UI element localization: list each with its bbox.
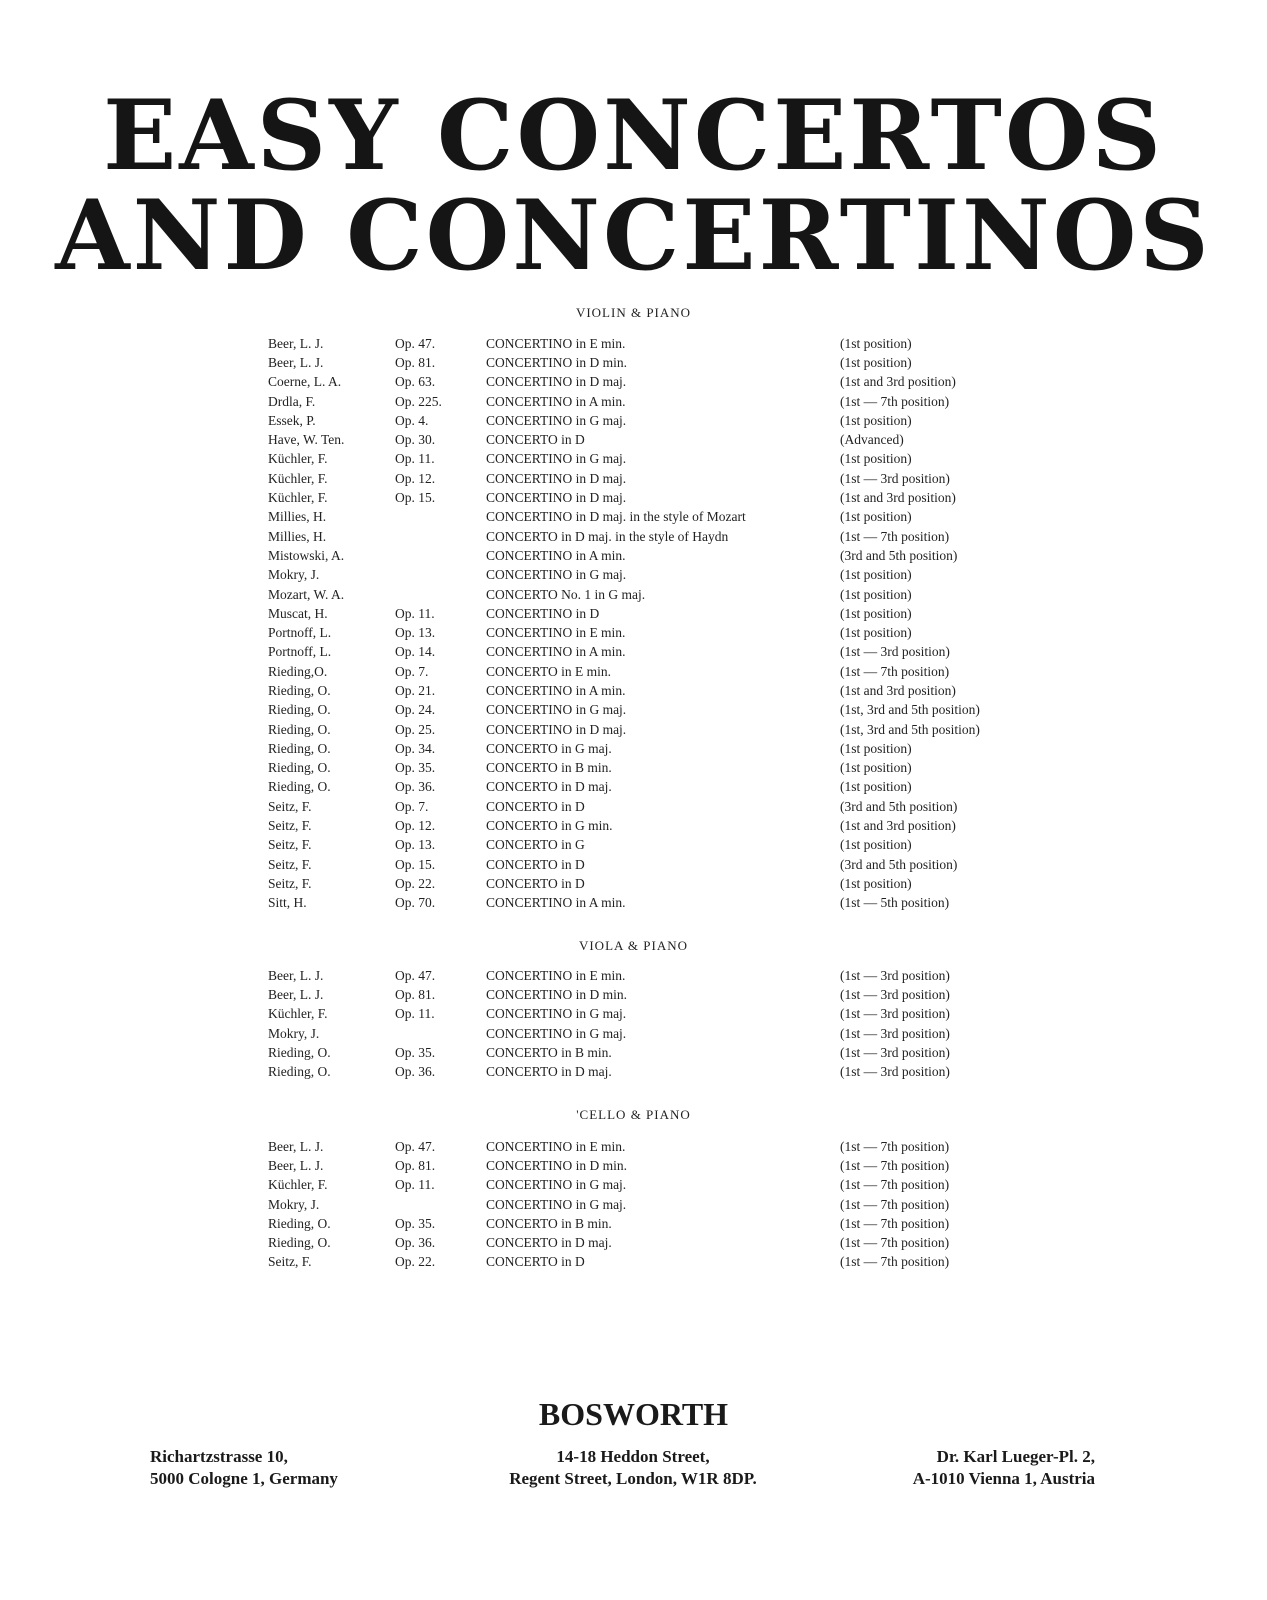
table-row [268, 816, 1040, 835]
table-row [268, 334, 1040, 353]
position-cell: (1st position) [840, 760, 912, 776]
position-cell: (1st — 3rd position) [840, 986, 950, 1002]
address-cologne [150, 1446, 338, 1490]
work-cell: CONCERTINO in D [486, 605, 600, 621]
composer-cell: Mokry, J. [268, 1196, 320, 1212]
work-cell: CONCERTINO in E min. [486, 335, 626, 351]
position-cell: (1st and 3rd position) [840, 490, 956, 506]
work-cell: CONCERTO in B min. [486, 1215, 612, 1231]
table-row [268, 546, 1040, 565]
opus-cell: Op. 70. [395, 895, 436, 911]
work-cell: CONCERTINO in D maj. [486, 374, 627, 390]
work-cell: CONCERTO in D [486, 798, 585, 814]
opus-cell: Op. 36. [395, 1064, 436, 1080]
composer-cell: Beer, L. J. [268, 335, 324, 351]
opus-cell [395, 527, 486, 546]
composer-cell: Essek, P. [268, 412, 316, 428]
table-row [268, 1156, 1040, 1175]
address-line: Richartzstrasse 10, [150, 1447, 288, 1466]
table-row [268, 759, 1040, 778]
position-cell: (1st — 3rd position) [840, 1064, 950, 1080]
composer-cell: Rieding, O. [268, 1235, 331, 1251]
work-cell: CONCERTO in G min. [486, 818, 613, 834]
table-row [268, 874, 1040, 893]
position-cell: (1st position) [840, 451, 912, 467]
catalogue-body [268, 966, 1040, 1082]
composer-cell: Rieding, O. [268, 779, 331, 795]
composer-cell: Sitt, H. [268, 895, 307, 911]
position-cell: (3rd and 5th position) [840, 798, 958, 814]
position-cell: (1st position) [840, 567, 912, 583]
opus-cell: Op. 81. [395, 354, 436, 370]
table-row [268, 836, 1040, 855]
composer-cell: Millies, H. [268, 528, 327, 544]
address-line: Regent Street, London, W1R 8DP. [509, 1469, 757, 1488]
table-row [268, 392, 1040, 411]
position-cell: (1st — 7th position) [840, 1215, 950, 1231]
composer-cell: Beer, L. J. [268, 354, 324, 370]
composer-cell: Rieding, O. [268, 1064, 331, 1080]
work-cell: CONCERTINO in A min. [486, 393, 626, 409]
position-cell: (1st — 3rd position) [840, 470, 950, 486]
work-cell: CONCERTO in G maj. [486, 740, 612, 756]
position-cell: (3rd and 5th position) [840, 547, 958, 563]
opus-cell: Op. 12. [395, 470, 436, 486]
work-cell: CONCERTO in D maj. [486, 779, 612, 795]
address-line: 5000 Cologne 1, Germany [150, 1469, 338, 1488]
composer-cell: Seitz, F. [268, 798, 312, 814]
table-row [268, 720, 1040, 739]
position-cell: (1st, 3rd and 5th position) [840, 721, 980, 737]
table-row [268, 778, 1040, 797]
table-row [268, 894, 1040, 913]
composer-cell: Rieding, O. [268, 721, 331, 737]
position-cell: (1st — 3rd position) [840, 1025, 950, 1041]
table-row [268, 450, 1040, 469]
work-cell: CONCERTINO in G maj. [486, 1177, 627, 1193]
work-cell: CONCERTINO in G maj. [486, 1025, 627, 1041]
work-cell: CONCERTINO in D maj. [486, 490, 627, 506]
opus-cell: Op. 21. [395, 682, 436, 698]
position-cell: (1st position) [840, 625, 912, 641]
work-cell: CONCERTO in D [486, 432, 585, 448]
work-cell: CONCERTINO in G maj. [486, 451, 627, 467]
composer-cell: Rieding,O. [268, 663, 328, 679]
work-cell: CONCERTINO in D min. [486, 1157, 627, 1173]
composer-cell: Coerne, L. A. [268, 374, 342, 390]
position-cell: (1st — 3rd position) [840, 644, 950, 660]
work-cell: CONCERTINO in E min. [486, 967, 626, 983]
opus-cell: Op. 35. [395, 1215, 436, 1231]
position-cell: (1st position) [840, 740, 912, 756]
position-cell: (1st — 7th position) [840, 1254, 950, 1270]
composer-cell: Küchler, F. [268, 1006, 328, 1022]
catalogue-body [268, 334, 1040, 913]
catalogue-body [268, 1137, 1040, 1272]
work-cell: CONCERTINO in E min. [486, 625, 626, 641]
opus-cell [395, 508, 486, 527]
opus-cell: Op. 11. [395, 605, 435, 621]
composer-cell: Küchler, F. [268, 1177, 328, 1193]
table-row [268, 1253, 1040, 1272]
position-cell: (1st position) [840, 837, 912, 853]
work-cell: CONCERTINO in G maj. [486, 1006, 627, 1022]
position-cell: (1st — 7th position) [840, 663, 950, 679]
composer-cell: Muscat, H. [268, 605, 328, 621]
table-row [268, 985, 1040, 1004]
opus-cell: Op. 36. [395, 779, 436, 795]
address-line: Dr. Karl Lueger-Pl. 2, [936, 1447, 1095, 1466]
publisher-name: BOSWORTH [538, 1396, 729, 1432]
composer-cell: Seitz, F. [268, 818, 312, 834]
work-cell: CONCERTO in B min. [486, 1044, 612, 1060]
opus-cell: Op. 35. [395, 760, 436, 776]
table-row [268, 1062, 1040, 1081]
composer-cell: Drdla, F. [268, 393, 316, 409]
opus-cell: Op. 14. [395, 644, 436, 660]
composer-cell: Rieding, O. [268, 682, 331, 698]
composer-cell: Mistowski, A. [268, 547, 345, 563]
work-cell: CONCERTINO in D maj. in the style of Mozart [486, 509, 746, 525]
table-row [268, 662, 1040, 681]
work-cell: CONCERTINO in A min. [486, 895, 626, 911]
position-cell: (1st — 5th position) [840, 895, 950, 911]
work-cell: CONCERTINO in A min. [486, 547, 626, 563]
table-row [268, 411, 1040, 430]
composer-cell: Portnoff, L. [268, 644, 332, 660]
work-cell: CONCERTO in D maj. [486, 1064, 612, 1080]
position-cell: (1st and 3rd position) [840, 374, 956, 390]
position-cell: (1st — 7th position) [840, 528, 950, 544]
table-row [268, 508, 1040, 527]
table-row [268, 469, 1040, 488]
table-row [268, 681, 1040, 700]
work-cell: CONCERTO in G [486, 837, 585, 853]
work-cell: CONCERTO in D maj. in the style of Haydn [486, 528, 729, 544]
work-cell: CONCERTO in B min. [486, 760, 612, 776]
composer-cell: Küchler, F. [268, 451, 328, 467]
work-cell: CONCERTINO in D min. [486, 354, 627, 370]
composer-cell: Rieding, O. [268, 760, 331, 776]
position-cell: (1st and 3rd position) [840, 682, 956, 698]
table-row [268, 797, 1040, 816]
opus-cell: Op. 36. [395, 1235, 436, 1251]
position-cell: (Advanced) [840, 432, 904, 448]
work-cell: CONCERTO in D maj. [486, 1235, 612, 1251]
work-cell: CONCERTINO in G maj. [486, 1196, 627, 1212]
composer-cell: Seitz, F. [268, 875, 312, 891]
position-cell: (1st position) [840, 354, 912, 370]
position-cell: (1st — 7th position) [840, 1177, 950, 1193]
table-row [268, 701, 1040, 720]
position-cell: (3rd and 5th position) [840, 856, 958, 872]
composer-cell: Seitz, F. [268, 1254, 312, 1270]
page-title-line-2: AND CONCERTINOS [55, 179, 1212, 292]
opus-cell [395, 585, 486, 604]
composer-cell: Portnoff, L. [268, 625, 332, 641]
table-row [268, 527, 1040, 546]
position-cell: (1st position) [840, 605, 912, 621]
position-cell: (1st, 3rd and 5th position) [840, 702, 980, 718]
composer-cell: Have, W. Ten. [268, 432, 345, 448]
work-cell: CONCERTINO in G maj. [486, 567, 627, 583]
work-cell: CONCERTO No. 1 in G maj. [486, 586, 646, 602]
composer-cell: Mokry, J. [268, 567, 320, 583]
opus-cell: Op. 35. [395, 1044, 436, 1060]
table-row [268, 643, 1040, 662]
position-cell: (1st — 7th position) [840, 1196, 950, 1212]
opus-cell: Op. 30. [395, 432, 436, 448]
work-cell: CONCERTO in E min. [486, 663, 611, 679]
cello-catalogue-table [268, 1137, 1040, 1272]
table-row [268, 1195, 1040, 1214]
opus-cell: Op. 15. [395, 856, 436, 872]
table-row [268, 373, 1040, 392]
table-row [268, 1024, 1040, 1043]
composer-cell: Beer, L. J. [268, 1157, 324, 1173]
address-line: 14-18 Heddon Street, [556, 1447, 710, 1466]
composer-cell: Rieding, O. [268, 1044, 331, 1060]
opus-cell: Op. 11. [395, 1006, 435, 1022]
opus-cell: Op. 24. [395, 702, 436, 718]
position-cell: (1st — 7th position) [840, 1157, 950, 1173]
table-row [268, 1137, 1040, 1156]
position-cell: (1st — 7th position) [840, 1138, 950, 1154]
address-london [433, 1446, 833, 1490]
opus-cell: Op. 4. [395, 412, 429, 428]
position-cell: (1st position) [840, 335, 912, 351]
position-cell: (1st — 3rd position) [840, 1044, 950, 1060]
opus-cell: Op. 225. [395, 393, 442, 409]
position-cell: (1st and 3rd position) [840, 818, 956, 834]
work-cell: CONCERTO in D [486, 875, 585, 891]
work-cell: CONCERTINO in A min. [486, 682, 626, 698]
opus-cell [395, 1024, 486, 1043]
opus-cell: Op. 47. [395, 967, 436, 983]
composer-cell: Rieding, O. [268, 1215, 331, 1231]
work-cell: CONCERTINO in G maj. [486, 412, 627, 428]
table-row [268, 604, 1040, 623]
composer-cell: Rieding, O. [268, 702, 331, 718]
work-cell: CONCERTINO in G maj. [486, 702, 627, 718]
position-cell: (1st — 7th position) [840, 1235, 950, 1251]
position-cell: (1st — 3rd position) [840, 967, 950, 983]
composer-cell: Millies, H. [268, 509, 327, 525]
table-row [268, 353, 1040, 372]
opus-cell: Op. 81. [395, 1157, 436, 1173]
composer-cell: Seitz, F. [268, 837, 312, 853]
opus-cell: Op. 7. [395, 663, 429, 679]
position-cell: (1st position) [840, 779, 912, 795]
table-row [268, 430, 1040, 449]
violin-catalogue-table [268, 334, 1040, 913]
composer-cell: Seitz, F. [268, 856, 312, 872]
section-heading-violin: VIOLIN & PIANO [575, 305, 692, 320]
opus-cell [395, 566, 486, 585]
work-cell: CONCERTO in D [486, 1254, 585, 1270]
page-title-line-1: EASY CONCERTOS [103, 79, 1164, 192]
viola-catalogue-table [268, 966, 1040, 1082]
work-cell: CONCERTINO in D min. [486, 986, 627, 1002]
opus-cell: Op. 22. [395, 1254, 436, 1270]
table-row [268, 623, 1040, 642]
opus-cell [395, 546, 486, 565]
composer-cell: Beer, L. J. [268, 1138, 324, 1154]
work-cell: CONCERTINO in D maj. [486, 470, 627, 486]
opus-cell: Op. 7. [395, 798, 429, 814]
table-row [268, 855, 1040, 874]
composer-cell: Beer, L. J. [268, 967, 324, 983]
composer-cell: Rieding, O. [268, 740, 331, 756]
position-cell: (1st position) [840, 412, 912, 428]
opus-cell: Op. 63. [395, 374, 436, 390]
composer-cell: Beer, L. J. [268, 986, 324, 1002]
work-cell: CONCERTINO in E min. [486, 1138, 626, 1154]
section-heading-cello: 'CELLO & PIANO [576, 1107, 691, 1122]
opus-cell: Op. 15. [395, 490, 436, 506]
table-row [268, 1176, 1040, 1195]
table-row [268, 1233, 1040, 1252]
table-row [268, 966, 1040, 985]
opus-cell: Op. 25. [395, 721, 436, 737]
position-cell: (1st — 3rd position) [840, 1006, 950, 1022]
opus-cell: Op. 34. [395, 740, 436, 756]
section-heading-viola: VIOLA & PIANO [578, 938, 689, 953]
position-cell: (1st position) [840, 509, 912, 525]
table-row [268, 1005, 1040, 1024]
opus-cell: Op. 11. [395, 1177, 435, 1193]
work-cell: CONCERTO in D [486, 856, 585, 872]
address-line: A-1010 Vienna 1, Austria [912, 1469, 1095, 1488]
opus-cell: Op. 47. [395, 1138, 436, 1154]
table-row [268, 585, 1040, 604]
opus-cell: Op. 22. [395, 875, 436, 891]
opus-cell: Op. 13. [395, 625, 436, 641]
address-vienna [913, 1446, 1095, 1490]
opus-cell: Op. 12. [395, 818, 436, 834]
table-row [268, 1214, 1040, 1233]
opus-cell: Op. 47. [395, 335, 436, 351]
position-cell: (1st — 7th position) [840, 393, 950, 409]
composer-cell: Mokry, J. [268, 1025, 320, 1041]
opus-cell: Op. 11. [395, 451, 435, 467]
table-row [268, 1043, 1040, 1062]
work-cell: CONCERTINO in D maj. [486, 721, 627, 737]
position-cell: (1st position) [840, 586, 912, 602]
composer-cell: Küchler, F. [268, 470, 328, 486]
opus-cell: Op. 13. [395, 837, 436, 853]
table-row [268, 566, 1040, 585]
table-row [268, 488, 1040, 507]
position-cell: (1st position) [840, 875, 912, 891]
table-row [268, 739, 1040, 758]
composer-cell: Küchler, F. [268, 490, 328, 506]
opus-cell [395, 1195, 486, 1214]
opus-cell: Op. 81. [395, 986, 436, 1002]
work-cell: CONCERTINO in A min. [486, 644, 626, 660]
composer-cell: Mozart, W. A. [268, 586, 345, 602]
